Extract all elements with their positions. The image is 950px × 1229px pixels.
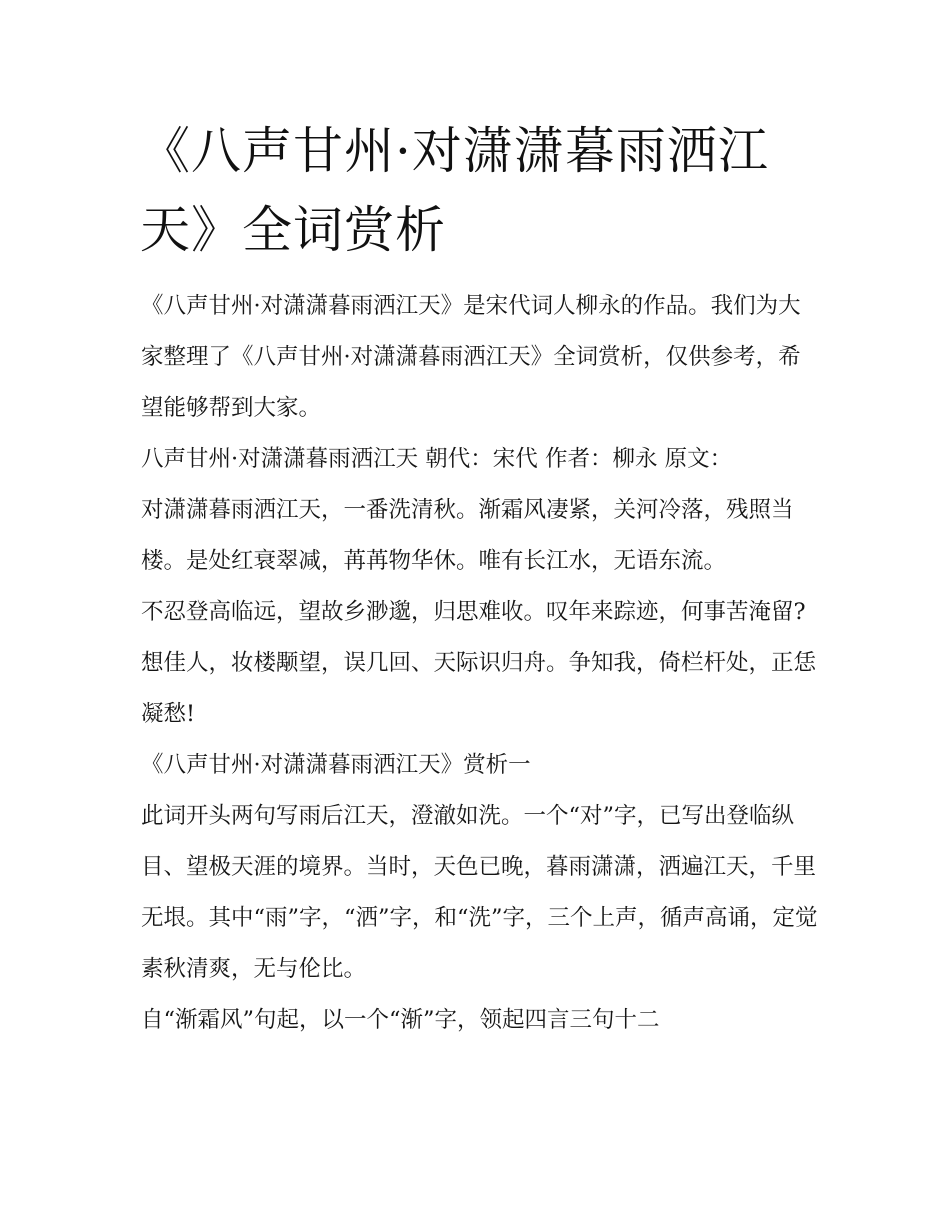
document-body xyxy=(141,281,821,1046)
poem-stanza-1: 对潇潇暮雨洒江天，一番洗清秋。渐霜风凄紧，关河冷落，残照当楼。是处红衰翠减，苒苒物华休。唯有长江水，无语东流。 xyxy=(141,497,794,574)
analysis-paragraph-1: 此词开头两句写雨后江天，澄澈如洗。一个“对”字，已写出登临纵目、望极天涯的境界。当时，天色已晚，暮雨潇潇，洒遍江天，千里无垠。其中“雨”字，“洒”字，和“洗”字，三个上声，循声高诵，定觉素秋清爽，无与伦比。 xyxy=(141,803,818,982)
document-title: 《八声甘州·对潇潇暮雨洒江天》全词赏析 xyxy=(140,122,769,259)
intro-paragraph: 《八声甘州·对潇潇暮雨洒江天》是宋代词人柳永的作品。我们为大家整理了《八声甘州·对潇潇暮雨洒江天》全词赏析，仅供参考，希望能够帮到大家。 xyxy=(141,293,801,421)
source-info-line: 八声甘州·对潇潇暮雨洒江天 朝代：宋代 作者：柳永 原文： xyxy=(141,446,733,472)
analysis-paragraph-2: 自“渐霜风”句起，以一个“渐”字，领起四言三句十二 xyxy=(141,1007,660,1033)
section-heading: 《八声甘州·对潇潇暮雨洒江天》赏析一 xyxy=(141,752,531,778)
poem-stanza-2: 不忍登高临远，望故乡渺邈，归思难收。叹年来踪迹，何事苦淹留?想佳人，妆楼颙望，误几回、天际识归舟。争知我，倚栏杆处，正恁凝愁! xyxy=(141,599,817,727)
